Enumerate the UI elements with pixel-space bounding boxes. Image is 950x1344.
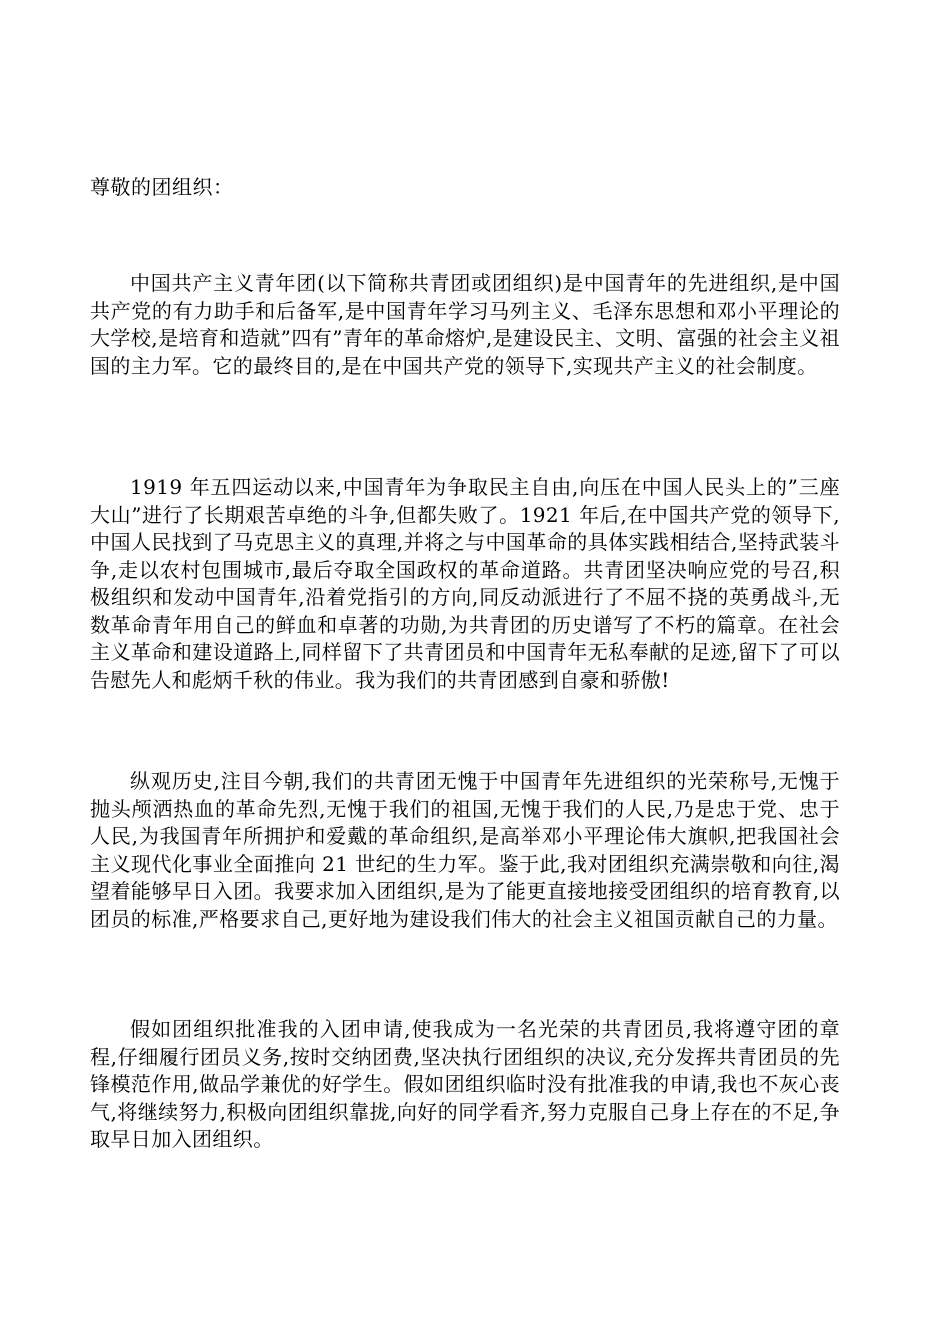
paragraph-1: 中国共产主义青年团(以下简称共青团或团组织)是中国青年的先进组织,是中国共产党的有力助手和后备军,是中国青年学习马列主义、毛泽东思想和邓小平理论的大学校,是培育和造就”四有”青年的革命熔炉,是建设民主、文明、富强的社会主义祖国的主力军。它的最终目的,是在中国共产党的领导下,实现共产主义的社会制度。 — [90, 271, 840, 378]
paragraph-3: 纵观历史,注目今朝,我们的共青团无愧于中国青年先进组织的光荣称号,无愧于抛头颅洒热血的革命先烈,无愧于我们的祖国,无愧于我们的人民,乃是忠于党、忠于人民,为我国青年所拥护和爱戴的革命组织,是高举邓小平理论伟大旗帜,把我国社会主义现代化事业全面推向 21 世纪的生力军。鉴于此,我对团组织充满崇敬和向往,渴望着能够早日入团。我要求加入团组织,是为了能更直接地接受团组织的培育教育,以团员的标准,严格要求自己,更好地为建设我们伟大的社会主义祖国贡献自己的力量。 — [90, 769, 840, 931]
paragraph-2: 1919 年五四运动以来,中国青年为争取民主自由,向压在中国人民头上的”三座大山”进行了长期艰苦卓绝的斗争,但都失败了。1921 年后,在中国共产党的领导下,中国人民找到了马克思主义的真理,并将之与中国革命的具体实践相结合,坚持武装斗争,走以农村包围城市,最后夺取全国政权的革命道路。共青团坚决响应党的号召,积极组织和发动中国青年,沿着党指引的方向,同反动派进行了不屈不挠的英勇战斗,无数革命青年用自己的鲜血和卓著的功勋,为共青团的历史谱写了不朽的篇章。在社会主义革命和建设道路上,同样留下了共青团员和中国青年无私奉献的足迹,留下了可以告慰先人和彪炳千秋的伟业。我为我们的共青团感到自豪和骄傲! — [90, 475, 840, 692]
salutation: 尊敬的团组织： — [90, 175, 234, 199]
paragraph-4: 假如团组织批准我的入团申请,使我成为一名光荣的共青团员,我将遵守团的章程,仔细履行团员义务,按时交纳团费,坚决执行团组织的决议,充分发挥共青团员的先锋模范作用,做品学兼优的好学生。假如团组织临时没有批准我的申请,我也不灰心丧气,将继续努力,积极向团组织靠拢,向好的同学看齐,努力克服自己身上存在的不足,争取早日加入团组织。 — [90, 1017, 840, 1151]
